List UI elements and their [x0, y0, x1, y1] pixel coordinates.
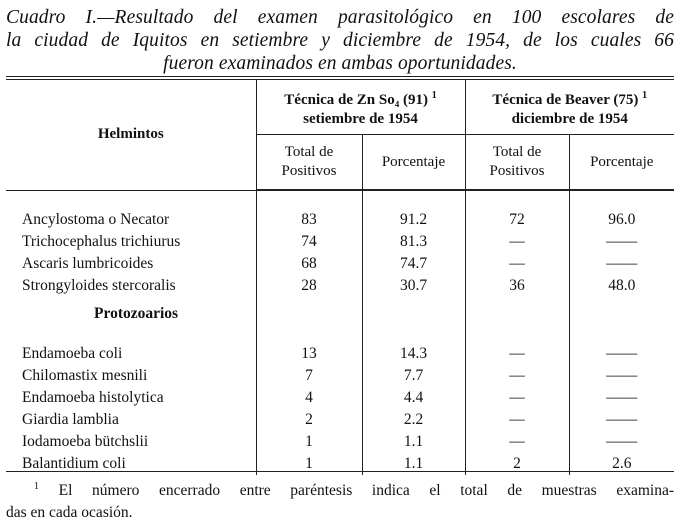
- beaver-pct-cell: ——: [569, 253, 674, 275]
- zn-total-cell: 68: [256, 253, 362, 275]
- zn-total-label-1: Total de: [284, 144, 334, 160]
- caption-line-3: fueron examinados en ambas oportunidades.: [163, 53, 517, 74]
- parasite-name: Iodamoeba bütchslii: [22, 433, 149, 450]
- beaver-pct-cell: 2.6: [569, 453, 674, 475]
- beaver-technique-header: [465, 80, 674, 135]
- table-row: [6, 253, 674, 275]
- parasite-name: Strongyloides stercoralis: [22, 277, 176, 294]
- parasite-name: Trichocephalus trichiurus: [22, 233, 181, 250]
- zn-pct-cell: 7.7: [362, 365, 465, 387]
- zn-total-cell: 1: [256, 431, 362, 453]
- beaver-pct-cell: ——: [569, 365, 674, 387]
- parasite-name: Ancylostoma o Necator: [22, 211, 170, 228]
- beaver-title: Técnica de Beaver (75): [492, 91, 639, 108]
- zn-technique-header: [256, 80, 465, 135]
- zn-total-cell: 28: [256, 275, 362, 297]
- parasite-name: Balantidium coli: [22, 455, 126, 472]
- caption-line-1: Cuadro I.—Resultado del examen parasitológico en 100 escolares de: [6, 7, 674, 28]
- beaver-total-label-1: Total de: [492, 144, 542, 160]
- parasite-name: Endamoeba coli: [22, 345, 123, 362]
- zn-pct-header: Porcentaje: [362, 135, 465, 190]
- beaver-total-header: [465, 135, 569, 190]
- beaver-total-cell: —: [465, 387, 569, 409]
- helmintos-header: Helmintos: [97, 126, 164, 143]
- beaver-total-cell: —: [465, 365, 569, 387]
- zn-footnote-marker: 1: [431, 89, 437, 101]
- footnote-text-1: El número encerrado entre paréntesis indica el total de muestras examina-: [58, 482, 674, 500]
- zn-pct-cell: 1.1: [362, 453, 465, 475]
- zn-pct-cell: 81.3: [362, 231, 465, 253]
- zn-total-cell: 2: [256, 409, 362, 431]
- zn-pct-cell: 14.3: [362, 343, 465, 365]
- table-row: [6, 209, 674, 231]
- table-row: [6, 431, 674, 453]
- beaver-pct-cell: ——: [569, 343, 674, 365]
- beaver-total-cell: 36: [465, 275, 569, 297]
- zn-pct-cell: 2.2: [362, 409, 465, 431]
- table-caption: [6, 6, 674, 75]
- zn-total-cell: 74: [256, 231, 362, 253]
- parasite-name: Giardia lamblia: [22, 411, 119, 428]
- caption-line-2: la ciudad de Iquitos en setiembre y diciembre de 1954, de los cuales 66: [6, 30, 674, 51]
- zn-total-header: [256, 135, 362, 190]
- beaver-pct-cell: ——: [569, 231, 674, 253]
- zn-total-cell: 13: [256, 343, 362, 365]
- zn-pct-cell: 91.2: [362, 209, 465, 231]
- beaver-total-cell: —: [465, 343, 569, 365]
- parasite-name: Chilomastix mesnili: [22, 367, 148, 384]
- parasite-name: Ascaris lumbricoides: [22, 255, 154, 272]
- protozoarios-heading: Protozoarios: [94, 305, 179, 322]
- zn-pct-cell: 30.7: [362, 275, 465, 297]
- bottom-rule: [6, 471, 674, 472]
- table-row: [6, 387, 674, 409]
- beaver-pct-header: Porcentaje: [569, 135, 674, 190]
- beaver-pct-cell: ——: [569, 409, 674, 431]
- zn-total-cell: 7: [256, 365, 362, 387]
- footnote-line-2: das en cada ocasión.: [6, 504, 133, 522]
- zn-total-cell: 83: [256, 209, 362, 231]
- zn-title: Técnica de Zn So₄ (91): [284, 91, 428, 108]
- beaver-pct-cell: ——: [569, 431, 674, 453]
- beaver-total-cell: —: [465, 231, 569, 253]
- zn-pct-cell: 4.4: [362, 387, 465, 409]
- zn-pct-cell: 74.7: [362, 253, 465, 275]
- zn-pct-cell: 1.1: [362, 431, 465, 453]
- beaver-total-cell: —: [465, 431, 569, 453]
- top-rule: [6, 76, 674, 77]
- beaver-total-label-2: Positivos: [489, 163, 545, 179]
- beaver-pct-cell: 96.0: [569, 209, 674, 231]
- footnote-marker: 1: [34, 481, 39, 492]
- beaver-pct-cell: 48.0: [569, 275, 674, 297]
- table-row: [6, 231, 674, 253]
- footnote: [6, 476, 674, 524]
- beaver-footnote-marker: 1: [642, 89, 648, 101]
- parasite-name: Endamoeba histolytica: [22, 389, 164, 406]
- beaver-total-cell: —: [465, 409, 569, 431]
- zn-total-cell: 1: [256, 453, 362, 475]
- table-row: [6, 275, 674, 297]
- beaver-total-cell: 72: [465, 209, 569, 231]
- table-row: [6, 343, 674, 365]
- zn-total-cell: 4: [256, 387, 362, 409]
- results-table: [6, 80, 674, 475]
- footnote-line-1: [6, 476, 674, 502]
- zn-date: setiembre de 1954: [303, 110, 418, 127]
- beaver-date: diciembre de 1954: [511, 110, 628, 127]
- beaver-total-cell: 2: [465, 453, 569, 475]
- zn-total-label-2: Positivos: [281, 163, 337, 179]
- beaver-total-cell: —: [465, 253, 569, 275]
- beaver-pct-cell: ——: [569, 387, 674, 409]
- table-row: [6, 365, 674, 387]
- table-row: [6, 409, 674, 431]
